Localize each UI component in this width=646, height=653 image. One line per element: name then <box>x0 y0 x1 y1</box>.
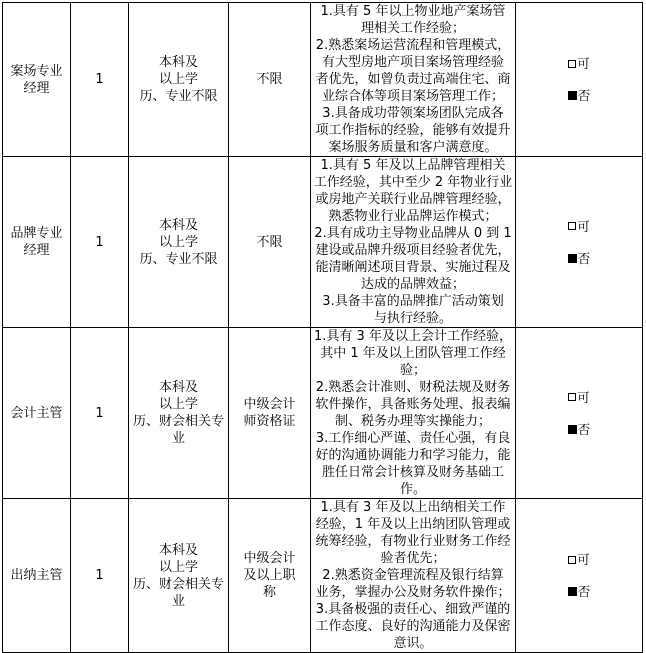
position-name-line: 品牌专业 <box>10 226 63 241</box>
education-cell <box>129 157 229 328</box>
option-yes-label: 可 <box>577 389 590 405</box>
certificate-line: 中级会计 <box>243 397 296 412</box>
requirement-line: 工作态度、良好的沟通能力及保密 <box>315 619 511 634</box>
requirement-line: 工作经验，其中至少 2 年物业行业 <box>313 175 513 190</box>
requirements-cell <box>311 499 516 653</box>
certificate-cell <box>229 157 311 328</box>
requirement-line: 达成的品牌效益； <box>360 277 465 292</box>
requirement-line: 3.具备丰富的品牌推广活动策划 <box>322 294 504 309</box>
certificate-cell <box>229 3 311 157</box>
position-name-line: 经理 <box>23 243 50 258</box>
position-cell <box>3 157 71 328</box>
education-line: 本科及 <box>158 217 198 233</box>
certificate-line: 称 <box>262 585 276 600</box>
requirement-line: 2.具有成功主导物业品牌从 0 到 1 <box>314 226 512 241</box>
certificate-line: 及以上职 <box>243 568 296 583</box>
requirement-line: 1.具有 5 年以上物业地产案场管 <box>320 4 506 19</box>
requirement-line: 3.具备极强的责任心、细致严谨的 <box>315 602 511 617</box>
option-no[interactable] <box>516 86 642 106</box>
requirement-line: 3.工作细心严谨、责任心强，有良 <box>315 431 511 446</box>
education-line: 以上学 <box>158 72 198 87</box>
requirements-cell <box>311 3 516 157</box>
checkbox-empty-icon <box>568 556 576 564</box>
requirement-line: 统筹经验，有物业行业财务工作经 <box>315 534 511 549</box>
headcount-cell: 1 <box>71 157 129 328</box>
requirement-line: 验者优先； <box>380 551 446 566</box>
option-yes[interactable] <box>516 550 642 570</box>
position-cell <box>3 3 71 157</box>
requirement-line: 理相关工作经验； <box>360 21 465 36</box>
requirement-line: 意识。 <box>393 636 433 651</box>
education-cell <box>129 328 229 499</box>
certificate-cell <box>229 328 311 499</box>
option-no-label: 否 <box>577 250 591 266</box>
position-name-line: 经理 <box>23 80 50 96</box>
position-name-line: 出纳主管 <box>10 568 63 583</box>
education-line: 以上学 <box>158 397 198 412</box>
option-cell <box>516 499 643 653</box>
education-cell <box>129 3 229 157</box>
education-line: 历、专业不限 <box>139 89 218 104</box>
option-yes-label: 可 <box>577 56 590 71</box>
option-yes[interactable] <box>516 216 642 236</box>
option-yes[interactable] <box>516 54 642 74</box>
education-line: 本科及 <box>158 380 198 395</box>
requirement-line: 作。 <box>399 482 426 497</box>
position-cell <box>3 328 71 499</box>
requirement-line: 其中 1 年及以上团队管理工作经 <box>320 346 506 361</box>
requirement-line: 能清晰阐述项目背景、实施过程及 <box>315 260 511 275</box>
headcount-cell: 1 <box>71 499 129 653</box>
option-no-label: 否 <box>577 421 591 437</box>
requirement-line: 案场服务质量和客户满意度。 <box>328 140 498 155</box>
requirement-line: 2.熟悉案场运营流程和管理模式， <box>315 38 511 53</box>
job-positions-table <box>2 2 643 653</box>
certificate-line: 中级会计 <box>243 551 296 566</box>
certificate-cell <box>229 499 311 653</box>
education-cell <box>129 499 229 653</box>
position-name-line: 案场专业 <box>10 63 63 79</box>
requirement-line: 有大型房地产项目案场管理经验 <box>321 55 504 70</box>
checkbox-filled-icon <box>568 91 577 100</box>
education-line: 以上学 <box>158 234 198 250</box>
requirement-line: 项工作指标的经验，能够有效提升 <box>315 123 511 138</box>
headcount-cell: 1 <box>71 328 129 499</box>
position-name-line: 会计主管 <box>10 405 63 421</box>
option-cell <box>516 328 643 499</box>
requirements-cell <box>311 328 516 499</box>
requirement-line: 软件操作，具备账务处理、报表编 <box>315 397 511 412</box>
option-no[interactable] <box>516 419 642 439</box>
checkbox-filled-icon <box>568 254 577 263</box>
education-line: 历、专业不限 <box>139 251 218 267</box>
requirement-line: 制、税务办理等实操能力； <box>334 414 491 429</box>
education-line: 本科及 <box>158 55 198 70</box>
checkbox-filled-icon <box>568 587 577 596</box>
requirement-line: 建设或品牌升级项目经验者优先， <box>315 243 511 258</box>
requirement-line: 2.熟悉会计准则、财税法规及财务 <box>315 380 511 395</box>
requirement-line: 或房地产关联行业品牌管理经验， <box>315 192 511 207</box>
requirement-line: 好的沟通协调能力和学习能力，能 <box>315 448 511 463</box>
certificate-line: 不限 <box>256 72 283 87</box>
option-yes-label: 可 <box>577 552 590 567</box>
requirement-line: 者优先，如曾负责过高端住宅、商 <box>315 72 511 87</box>
education-line: 业 <box>171 593 185 609</box>
option-no-label: 否 <box>577 88 591 103</box>
option-no[interactable] <box>516 248 642 268</box>
checkbox-empty-icon <box>568 222 576 230</box>
checkbox-empty-icon <box>568 60 576 68</box>
checkbox-empty-icon <box>568 393 576 401</box>
requirement-line: 验； <box>399 363 426 378</box>
table-row <box>3 3 643 157</box>
education-line: 以上学 <box>158 559 198 575</box>
table-row <box>3 157 643 328</box>
education-line: 本科及 <box>158 542 198 558</box>
option-no-label: 否 <box>577 584 591 599</box>
checkbox-filled-icon <box>568 425 577 434</box>
requirement-line: 业综合体等项目案场管理工作； <box>321 89 504 104</box>
position-cell <box>3 499 71 653</box>
requirements-cell <box>311 157 516 328</box>
option-no[interactable] <box>516 582 642 602</box>
certificate-line: 不限 <box>256 234 283 250</box>
table-row <box>3 328 643 499</box>
requirement-line: 与执行经验。 <box>373 311 452 326</box>
requirement-line: 1.具有 3 年及以上会计工作经验， <box>314 329 512 344</box>
requirement-line: 2.熟悉资金管理流程及银行结算 <box>322 568 504 583</box>
requirement-line: 胜任日常会计核算及财务基础工 <box>321 465 504 480</box>
requirement-line: 3.具备成功带领案场团队完成各 <box>322 106 504 121</box>
certificate-line: 师资格证 <box>243 414 296 429</box>
requirement-line: 业务，掌握办公及财务软件操作； <box>315 585 511 600</box>
requirement-line: 1.具有 3 年及以上出纳相关工作 <box>320 500 506 515</box>
option-cell <box>516 157 643 328</box>
option-yes-label: 可 <box>577 218 590 234</box>
education-line: 业 <box>171 431 185 446</box>
option-cell <box>516 3 643 157</box>
requirement-line: 1.具有 5 年及以上品牌管理相关 <box>320 158 506 173</box>
education-line: 历、财会相关专 <box>132 576 224 592</box>
headcount-cell: 1 <box>71 3 129 157</box>
requirement-line: 熟悉物业行业品牌运作模式； <box>328 209 498 224</box>
education-line: 历、财会相关专 <box>132 414 224 429</box>
requirement-line: 经验，1 年及以上出纳团队管理或 <box>315 517 511 532</box>
option-yes[interactable] <box>516 387 642 407</box>
table-row <box>3 499 643 653</box>
